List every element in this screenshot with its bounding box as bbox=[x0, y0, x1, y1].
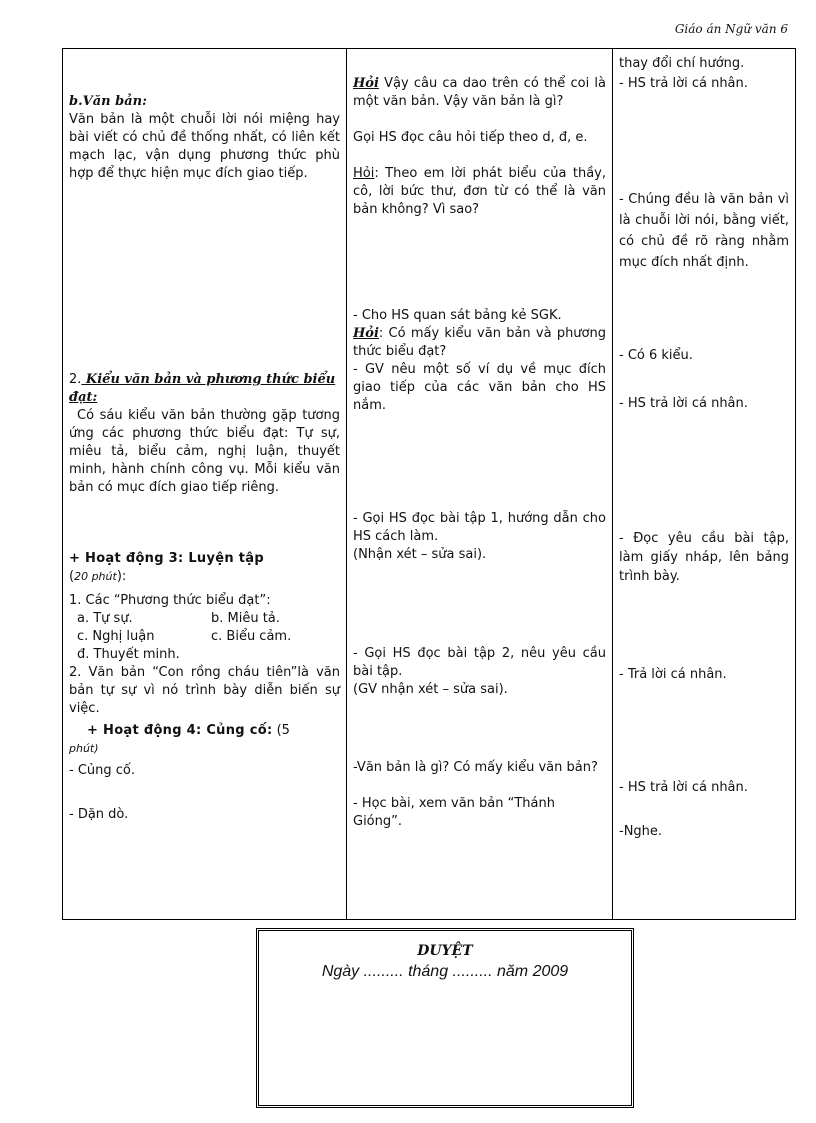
consolidate-item: - Củng cố. bbox=[69, 763, 135, 778]
page-header: Giáo án Ngữ văn 6 bbox=[674, 22, 788, 36]
student-response-2: - Chúng đều là văn bản vì là chuỗi lời nói, bằng viết, có chủ đề rõ ràng nhằm mục đích nhất định. bbox=[619, 192, 789, 270]
homework-item: - Dặn dò. bbox=[69, 807, 129, 822]
exercise-1-cc: c. Nghị luận c. Biểu cảm. bbox=[77, 629, 292, 644]
teacher-column bbox=[347, 49, 613, 920]
teacher-step-4-note: (Nhận xét – sửa sai). bbox=[353, 547, 487, 562]
activity-4-heading: + Hoạt động 4: Củng cố: (5 bbox=[87, 723, 290, 738]
teacher-step-5: - Gọi HS đọc bài tập 2, nêu yêu cầu bài tập. bbox=[353, 646, 606, 679]
student-column bbox=[613, 49, 796, 920]
question-1: Hỏi Vậy câu ca dao trên có thể coi là một văn bản. Vậy văn bản là gì? bbox=[353, 76, 606, 109]
lesson-table bbox=[62, 48, 796, 920]
student-response-3: - Có 6 kiểu. bbox=[619, 348, 693, 363]
exercise-2: 2. Văn bản “Con rồng cháu tiên”là văn bản tự sự vì nó trình bày diễn biến sự việc. bbox=[69, 665, 340, 716]
exercise-1-d: đ. Thuyết minh. bbox=[77, 647, 180, 662]
activity-3-heading: + Hoạt động 3: Luyện tập bbox=[69, 551, 264, 566]
approval-date: Ngày ......... tháng ......... năm 2009 bbox=[321, 963, 569, 980]
teacher-step-7: - Học bài, xem văn bản “Thánh Gióng”. bbox=[353, 796, 555, 829]
teacher-step-1: Gọi HS đọc câu hỏi tiếp theo d, đ, e. bbox=[353, 130, 588, 145]
section-b-text: Văn bản là một chuỗi lời nói miệng hay bài viết có chủ đề thống nhất, có liên kết mạch lạc, vận dụng phương thức phù hợp để thực hiện mục đích giao tiếp. bbox=[69, 112, 340, 181]
section-2-title: 2. Kiểu văn bản và phương thức biểu đạt: bbox=[69, 372, 336, 405]
approval-box bbox=[256, 928, 634, 1108]
teacher-step-6: -Văn bản là gì? Có mấy kiểu văn bản? bbox=[353, 760, 598, 775]
activity-3-time: (20 phút): bbox=[69, 569, 127, 584]
teacher-step-4: - Gọi HS đọc bài tập 1, hướng dẫn cho HS cách làm. bbox=[353, 511, 606, 544]
student-response-4: - HS trả lời cá nhân. bbox=[619, 396, 748, 411]
section-2-text: Có sáu kiểu văn bản thường gặp tương ứng các phương thức biểu đạt: Tự sự, miêu tả, biểu cảm, nghị luận, thuyết minh, hành chính công vụ. Mỗi kiểu văn bản có mục đích giao tiếp riêng. bbox=[69, 408, 340, 495]
teacher-step-2: - Cho HS quan sát bảng kẻ SGK. bbox=[353, 308, 562, 323]
exercise-1-ab: a. Tự sự. b. Miêu tả. bbox=[77, 611, 280, 626]
student-response-8: -Nghe. bbox=[619, 824, 663, 839]
approval-title: DUYỆT bbox=[417, 943, 473, 959]
student-response-5: - Đọc yêu cầu bài tập, làm giấy nháp, lên bảng trình bày. bbox=[619, 531, 789, 584]
activity-4-time: phút) bbox=[69, 742, 99, 755]
exercise-1: 1. Các “Phương thức biểu đạt”: bbox=[69, 593, 271, 608]
student-response-1: - HS trả lời cá nhân. bbox=[619, 76, 748, 91]
student-response-6: - Trả lời cá nhân. bbox=[619, 667, 727, 682]
teacher-step-5-note: (GV nhận xét – sửa sai). bbox=[353, 682, 508, 697]
student-response-0: thay đổi chí hướng. bbox=[619, 56, 745, 71]
question-2: Hỏi: Theo em lời phát biểu của thầy, cô, lời bức thư, đơn từ có thể là văn bản không? Vì sao? bbox=[353, 166, 606, 217]
teacher-step-3: - GV nêu một số ví dụ về mục đích giao tiếp của các văn bản cho HS nắm. bbox=[353, 362, 606, 413]
student-response-7: - HS trả lời cá nhân. bbox=[619, 780, 748, 795]
section-b-title: b.Văn bản: bbox=[69, 94, 147, 109]
question-3: Hỏi: Có mấy kiểu văn bản và phương thức biểu đạt? bbox=[353, 326, 606, 359]
content-column bbox=[63, 49, 347, 920]
